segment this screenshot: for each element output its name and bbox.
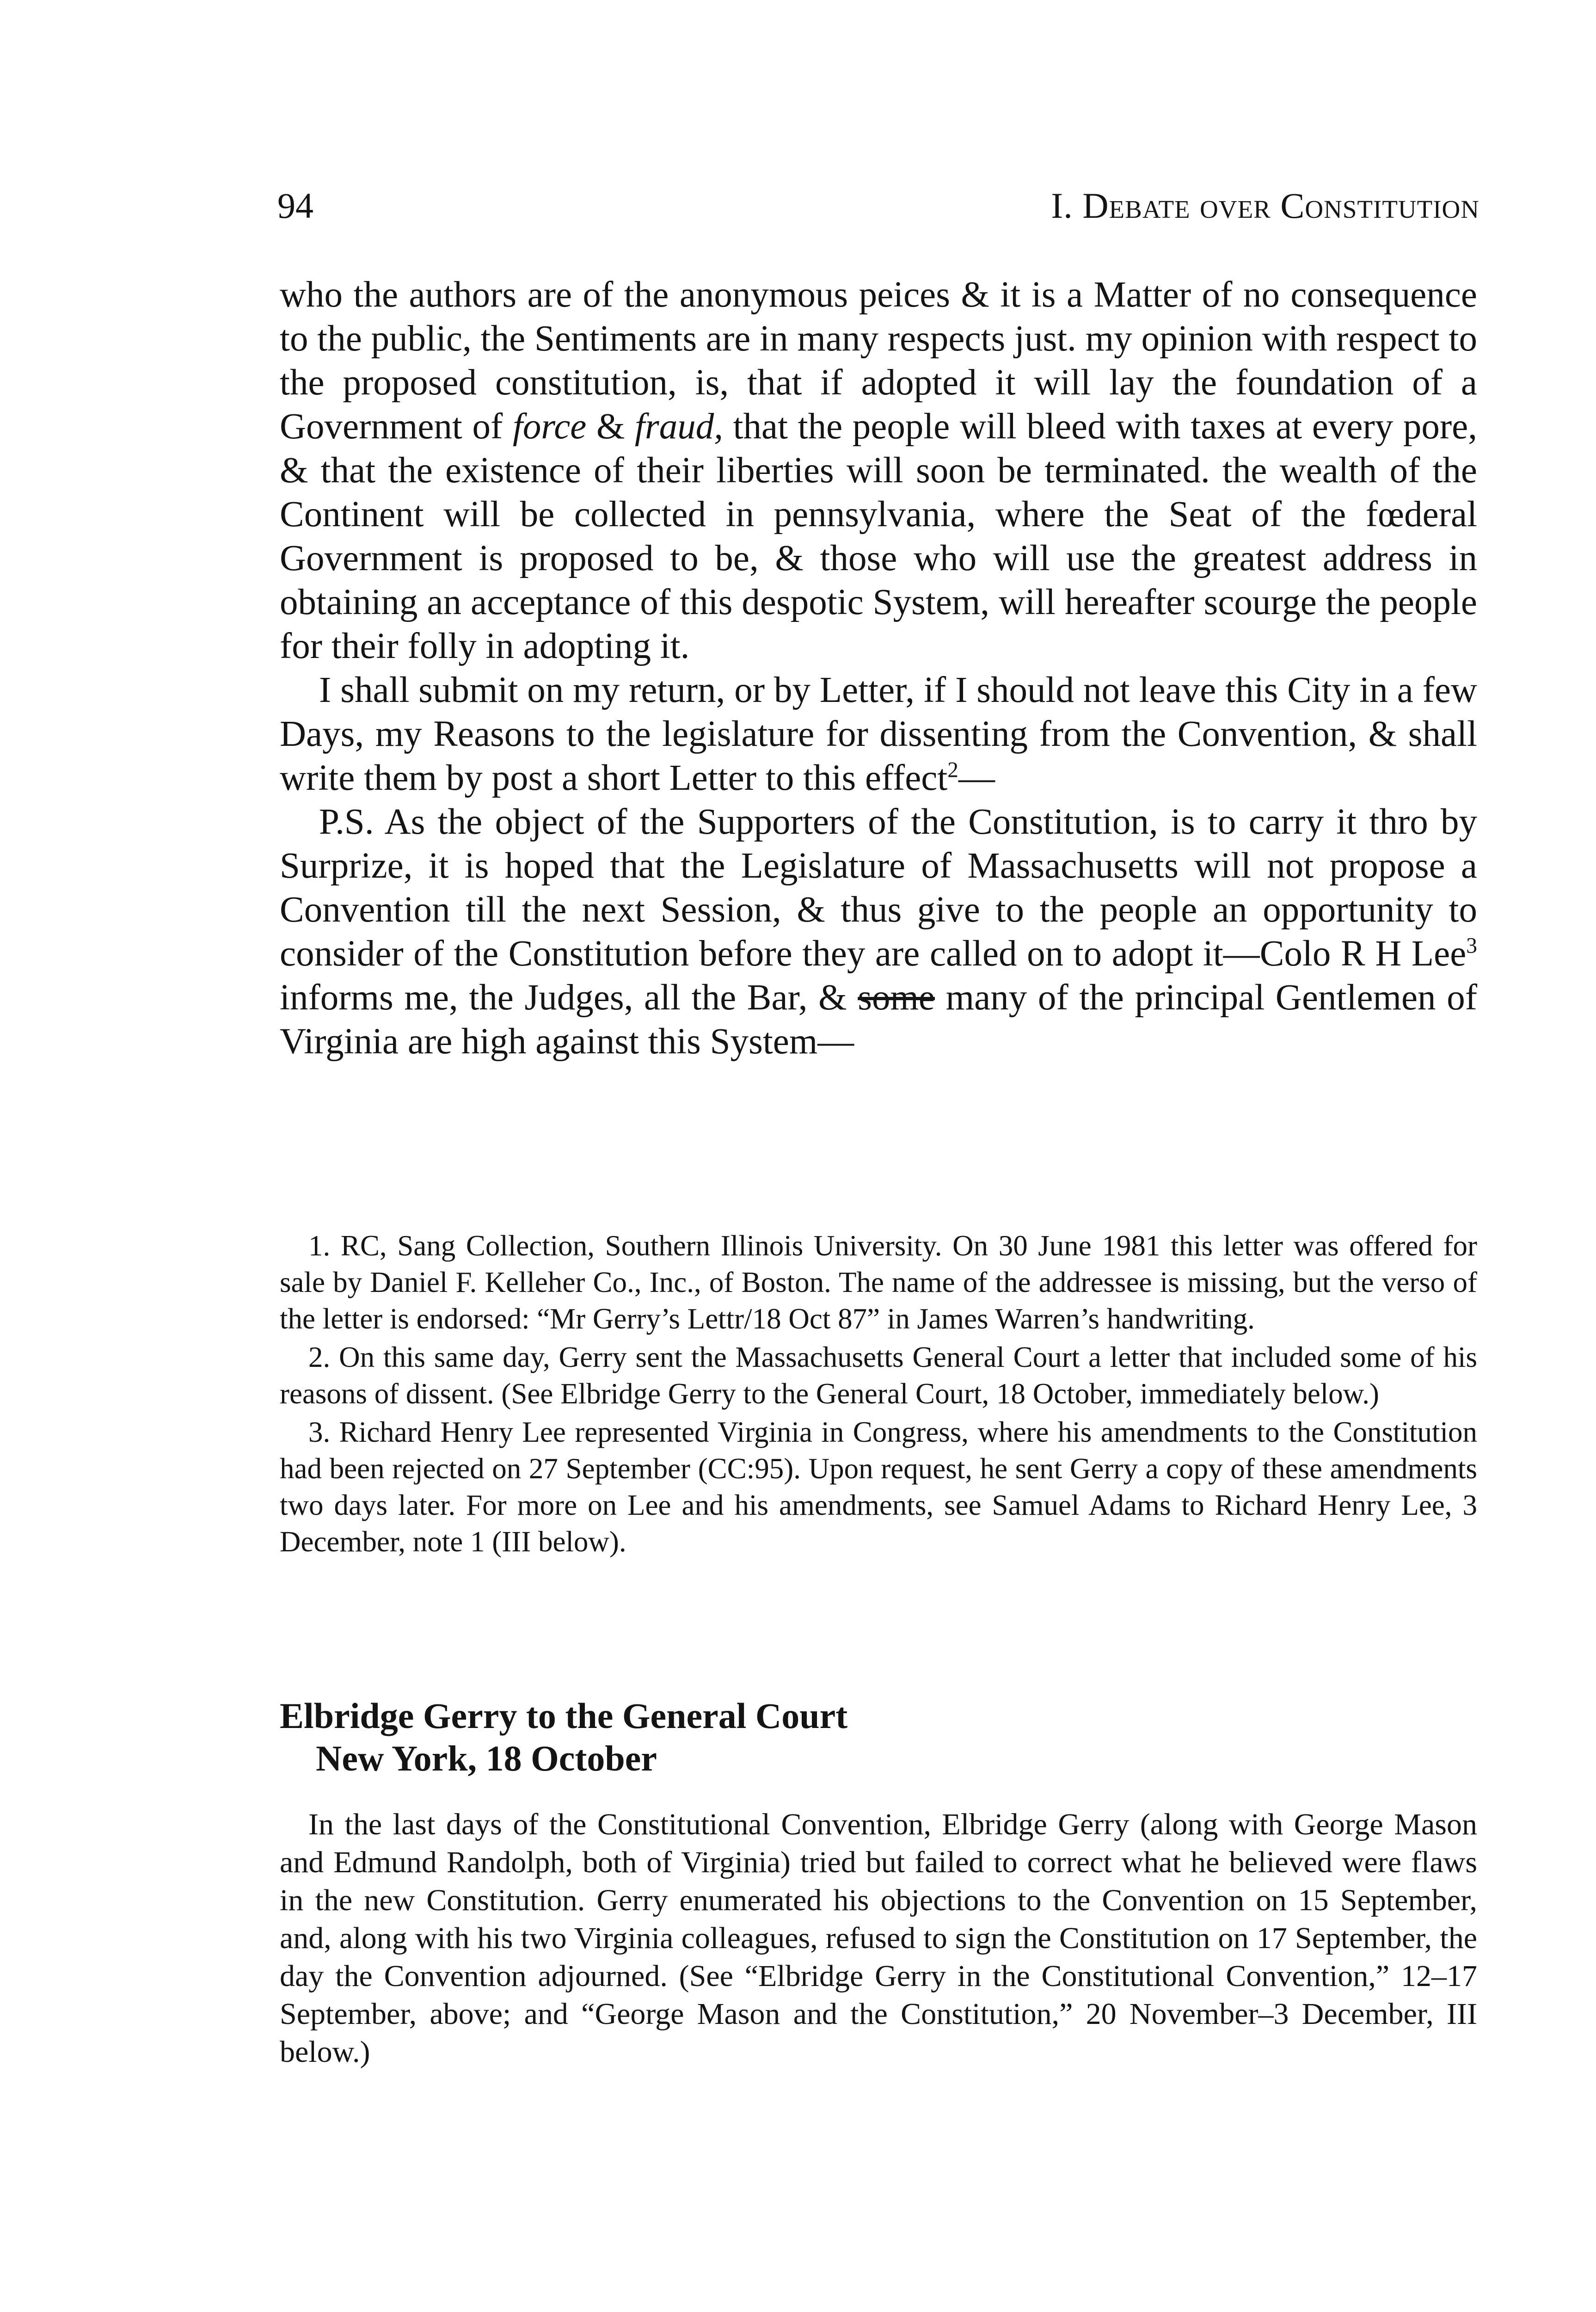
section-heading (280, 1695, 1477, 1780)
letter-paragraph-1 (280, 273, 1477, 668)
footnotes (280, 1228, 1477, 1562)
section-intro-text: In the last days of the Constitutional Convention, Elbridge Gerry (along with George Mason and Edmund Randolph, both of Virginia) tried but failed to correct what he believed were flaws in the new Constitution. Gerry enumerated his objections to the Convention on 15 September, and, along with his two Virginia colleagues, refused to sign the Constitution on 17 September, the day the Convention adjourned. (See “Elbridge Gerry in the Constitutional Convention,” 12–17 September, above; and “George Mason and the Constitution,” 20 November–3 December, III below.) (280, 1808, 1477, 2069)
letter-paragraph-2-end: — (958, 758, 995, 798)
footnote-3: 3. Richard Henry Lee represented Virginia in Congress, where his amendments to the Constitution had been rejected on 27 September (CC:95). Upon request, he sent Gerry a copy of these amendments two days later. For more on Lee and his amendments, see Samuel Adams to Richard Henry Lee, 3 December, note 1 (III below). (280, 1416, 1477, 1558)
section-subtitle: New York, 18 October (316, 1738, 657, 1778)
letter-paragraph-2-text: I shall submit on my return, or by Letter, if I should not leave this City in a few Days, my Reasons to the legislature for dissenting from the Convention, & shall write them by post a short Letter to this effect (280, 670, 1477, 798)
note-reference-2: 2 (947, 758, 958, 782)
page-header (277, 176, 1479, 240)
letter-paragraph-1-text-b: & (586, 406, 635, 447)
postscript-text-b: informs me, the Judges, all the Bar, & (280, 978, 858, 1018)
postscript-text-a: P.S. As the object of the Supporters of the Constitution, is to carry it thro by Surprize, it is hoped that the Legislature of Massachusetts will not propose a Convention till the next Session, & thus give to the people an opportunity to consider of the Constitution before they are called on to adopt it—Colo R H Lee (280, 802, 1477, 974)
footnote-1: 1. RC, Sang Collection, Southern Illinois University. On 30 June 1981 this letter was offered for sale by Daniel F. Kelleher Co., Inc., of Boston. The name of the addressee is missing, but the verso of the letter is endorsed: “Mr Gerry’s Lettr/18 Oct 87” in James Warren’s handwriting. (280, 1230, 1477, 1335)
letter-paragraph-1-text-c: that the people will bleed with taxes at every pore, & that the existence of their liberties will soon be terminated. the wealth of the Continent will be collected in pennsylvania, where the Seat of the fœderal Government is proposed to be, & those who will use the greatest address in obtaining an acceptance of this despotic System, will hereafter scourge the people for their folly in adopting it. (280, 406, 1477, 666)
note-reference-3: 3 (1466, 934, 1477, 958)
page-number: 94 (277, 185, 313, 226)
section-title: Elbridge Gerry to the General Court (280, 1696, 848, 1736)
struck-word: some (858, 978, 935, 1018)
letter-paragraph-1-text-a: who the authors are of the anonymous peices & it is a Matter of no consequence to the public, the Sentiments are in many respects just. my opinion with respect to the proposed constitution, is, that if adopted it will lay the foundation of a Government of (280, 275, 1477, 447)
letter-paragraph-2 (280, 668, 1477, 800)
section-intro (280, 1806, 1477, 2071)
emphasis-force: force (512, 406, 587, 447)
letter-text (280, 273, 1477, 1064)
emphasis-fraud: fraud, (635, 406, 723, 447)
footnote-2: 2. On this same day, Gerry sent the Massachusetts General Court a letter that included some of his reasons of dissent. (See Elbridge Gerry to the General Court, 18 October, immediately below.) (280, 1341, 1477, 1410)
running-head: I. Debate over Constitution (1051, 185, 1479, 226)
letter-postscript (280, 800, 1477, 1064)
postscript-text-c: many of the principal Gentlemen of Virginia are high against this System— (280, 978, 1477, 1062)
